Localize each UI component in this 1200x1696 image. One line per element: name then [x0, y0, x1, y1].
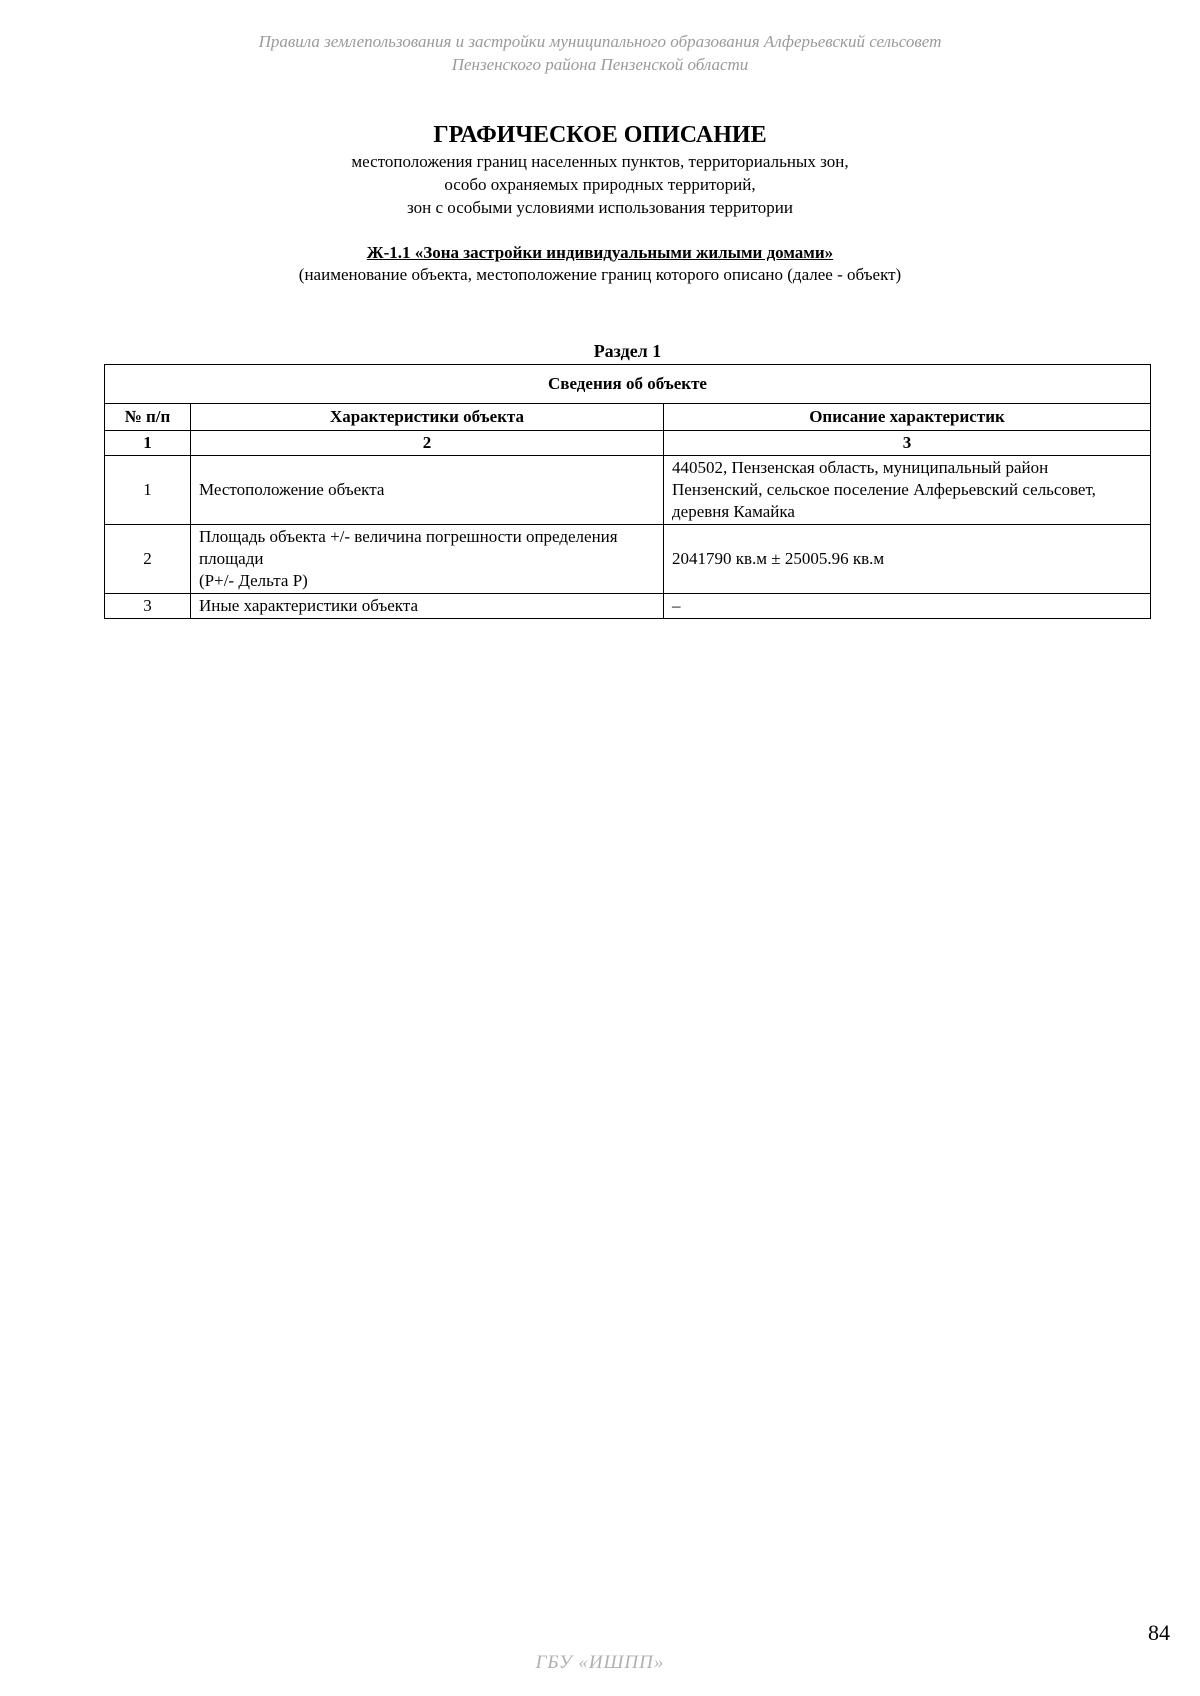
row-characteristic-line2: (P+/- Дельта P)	[199, 571, 308, 590]
row-characteristic-line1: Площадь объекта +/- величина погрешности определения площади	[199, 527, 618, 568]
object-info-table	[104, 364, 1151, 619]
column-number: 1	[105, 431, 191, 456]
header-characteristic: Характеристики объекта	[191, 404, 664, 431]
document-subtitle-line3: зон с особыми условиями использования территории	[407, 198, 793, 217]
row-number: 3	[105, 594, 191, 619]
row-number: 1	[105, 456, 191, 525]
row-characteristic: Местоположение объекта	[191, 456, 664, 525]
header-number: № п/п	[105, 404, 191, 431]
title-block	[200, 120, 1000, 219]
document-title: ГРАФИЧЕСКОЕ ОПИСАНИЕ	[433, 122, 767, 148]
column-number: 3	[664, 431, 1151, 456]
table-caption: Сведения об объекте	[105, 365, 1151, 404]
table-row	[105, 594, 1151, 619]
object-caption: (наименование объекта, местоположение границ которого описано (далее - объект)	[298, 265, 902, 284]
row-description: 440502, Пензенская область, муниципальный район Пензенский, сельское поселение Алферьевский сельсовет, деревня Камайка	[664, 456, 1151, 525]
row-characteristic	[191, 525, 664, 594]
page-number: 84	[1148, 1620, 1170, 1645]
header-description: Описание характеристик	[664, 404, 1151, 431]
row-description: 2041790 кв.м ± 25005.96 кв.м	[664, 525, 1151, 594]
row-characteristic: Иные характеристики объекта	[191, 594, 664, 619]
table-column-number-row	[105, 431, 1151, 456]
running-footer: ГБУ «ИШПП»	[535, 1652, 665, 1673]
running-header-line2: Пензенского района Пензенской области	[451, 55, 749, 74]
table-row	[105, 525, 1151, 594]
running-header-line1: Правила землепользования и застройки муниципального образования Алферьевский сельсовет	[258, 32, 942, 51]
column-number: 2	[191, 431, 664, 456]
document-subtitle-line1: местоположения границ населенных пунктов, территориальных зон,	[351, 152, 849, 171]
running-header	[150, 30, 1050, 76]
object-block	[150, 242, 1050, 286]
row-number: 2	[105, 525, 191, 594]
object-name: Ж-1.1 «Зона застройки индивидуальными жилыми домами»	[366, 243, 834, 262]
section-title: Раздел 1	[593, 341, 662, 361]
table-caption-row	[105, 365, 1151, 404]
row-description: –	[664, 594, 1151, 619]
table-header-row	[105, 404, 1151, 431]
table-row	[105, 456, 1151, 525]
document-subtitle-line2: особо охраняемых природных территорий,	[444, 175, 756, 194]
